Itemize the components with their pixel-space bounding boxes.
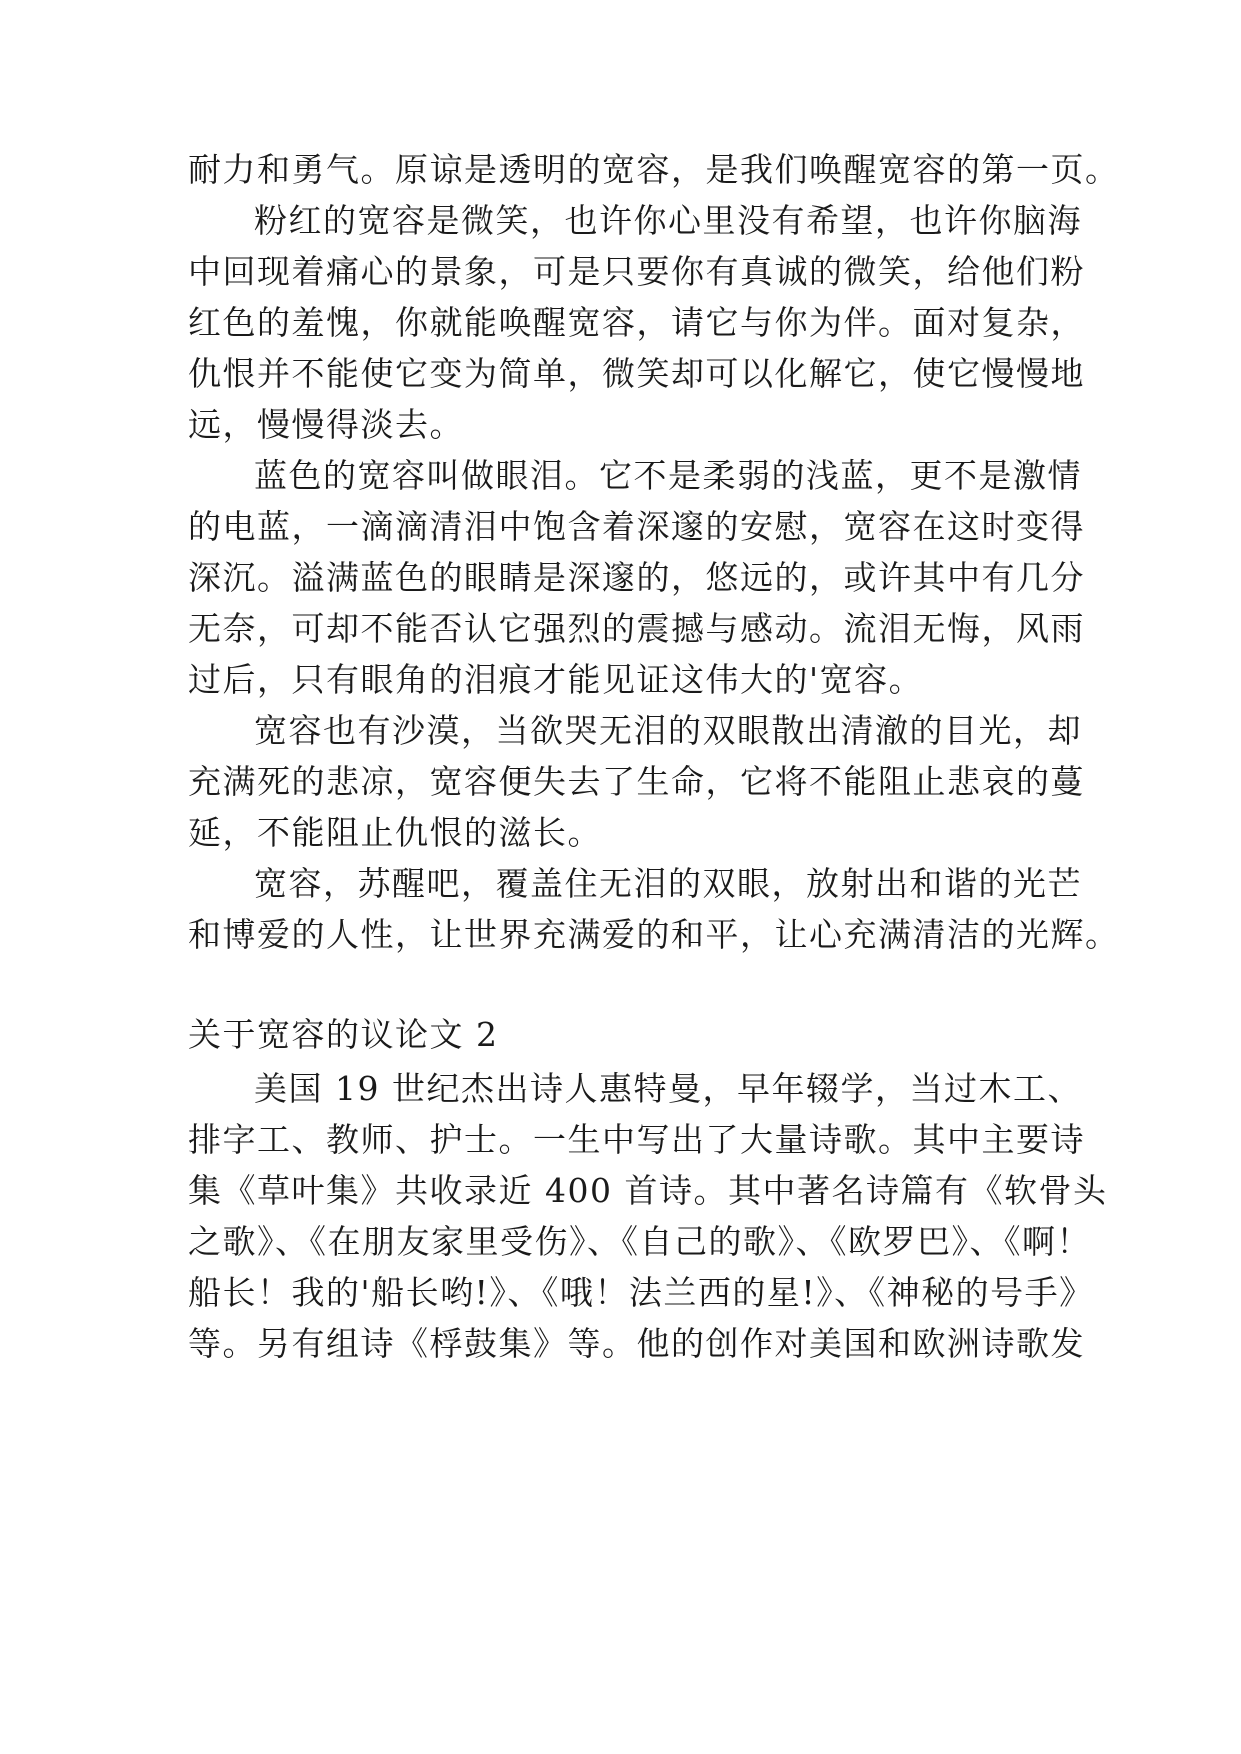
paragraph-line: 粉红的宽容是微笑，也许你心里没有希望，也许你脑海 [254,201,1082,240]
paragraph-line: 集《草叶集》共收录近 400 首诗。其中著名诗篇有《软骨头 [188,1171,1108,1210]
paragraph-line: 耐力和勇气。原谅是透明的宽容，是我们唤醒宽容的第一页。 [188,150,1120,189]
paragraph-line: 远，慢慢得淡去。 [188,405,464,444]
paragraph-line: 等。另有组诗《桴鼓集》等。他的创作对美国和欧洲诗歌发 [188,1324,1085,1363]
paragraph-line: 深沉。溢满蓝色的眼睛是深邃的，悠远的，或许其中有几分 [188,558,1085,597]
paragraph-line: 延，不能阻止仇恨的滋长。 [188,813,602,852]
paragraph-line: 仇恨并不能使它变为简单，微笑却可以化解它，使它慢慢地 [188,354,1085,393]
paragraph-line: 中回现着痛心的景象，可是只要你有真诚的微笑，给他们粉 [188,252,1085,291]
paragraph-line: 宽容也有沙漠，当欲哭无泪的双眼散出清澈的目光，却 [254,711,1082,750]
paragraph-line: 红色的羞愧，你就能唤醒宽容，请它与你为伴。面对复杂， [188,303,1085,342]
paragraph-line: 的电蓝，一滴滴清泪中饱含着深邃的安慰，宽容在这时变得 [188,507,1085,546]
paragraph-line: 排字工、教师、护士。一生中写出了大量诗歌。其中主要诗 [188,1120,1085,1159]
paragraph-line: 美国 19 世纪杰出诗人惠特曼，早年辍学，当过木工、 [254,1069,1082,1108]
paragraph-line: 宽容，苏醒吧，覆盖住无泪的双眼，放射出和谐的光芒 [254,864,1082,903]
paragraph-line: 之歌》、《在朋友家里受伤》、《自己的歌》、《欧罗巴》、《啊！ [188,1222,1091,1261]
paragraph-line: 充满死的悲凉，宽容便失去了生命，它将不能阻止悲哀的蔓 [188,762,1085,801]
paragraph-line: 无奈，可却不能否认它强烈的震撼与感动。流泪无悔，风雨 [188,609,1085,648]
section-heading: 关于宽容的议论文 2 [188,1015,499,1054]
paragraph-line: 蓝色的宽容叫做眼泪。它不是柔弱的浅蓝，更不是激情 [254,456,1082,495]
paragraph-line: 和博爱的人性，让世界充满爱的和平，让心充满清洁的光辉。 [188,915,1120,954]
paragraph-line: 过后，只有眼角的泪痕才能见证这伟大的'宽容。 [188,660,924,699]
paragraph-line: 船长！我的'船长哟!》、《哦！法兰西的星!》、《神秘的号手》 [188,1273,1094,1312]
